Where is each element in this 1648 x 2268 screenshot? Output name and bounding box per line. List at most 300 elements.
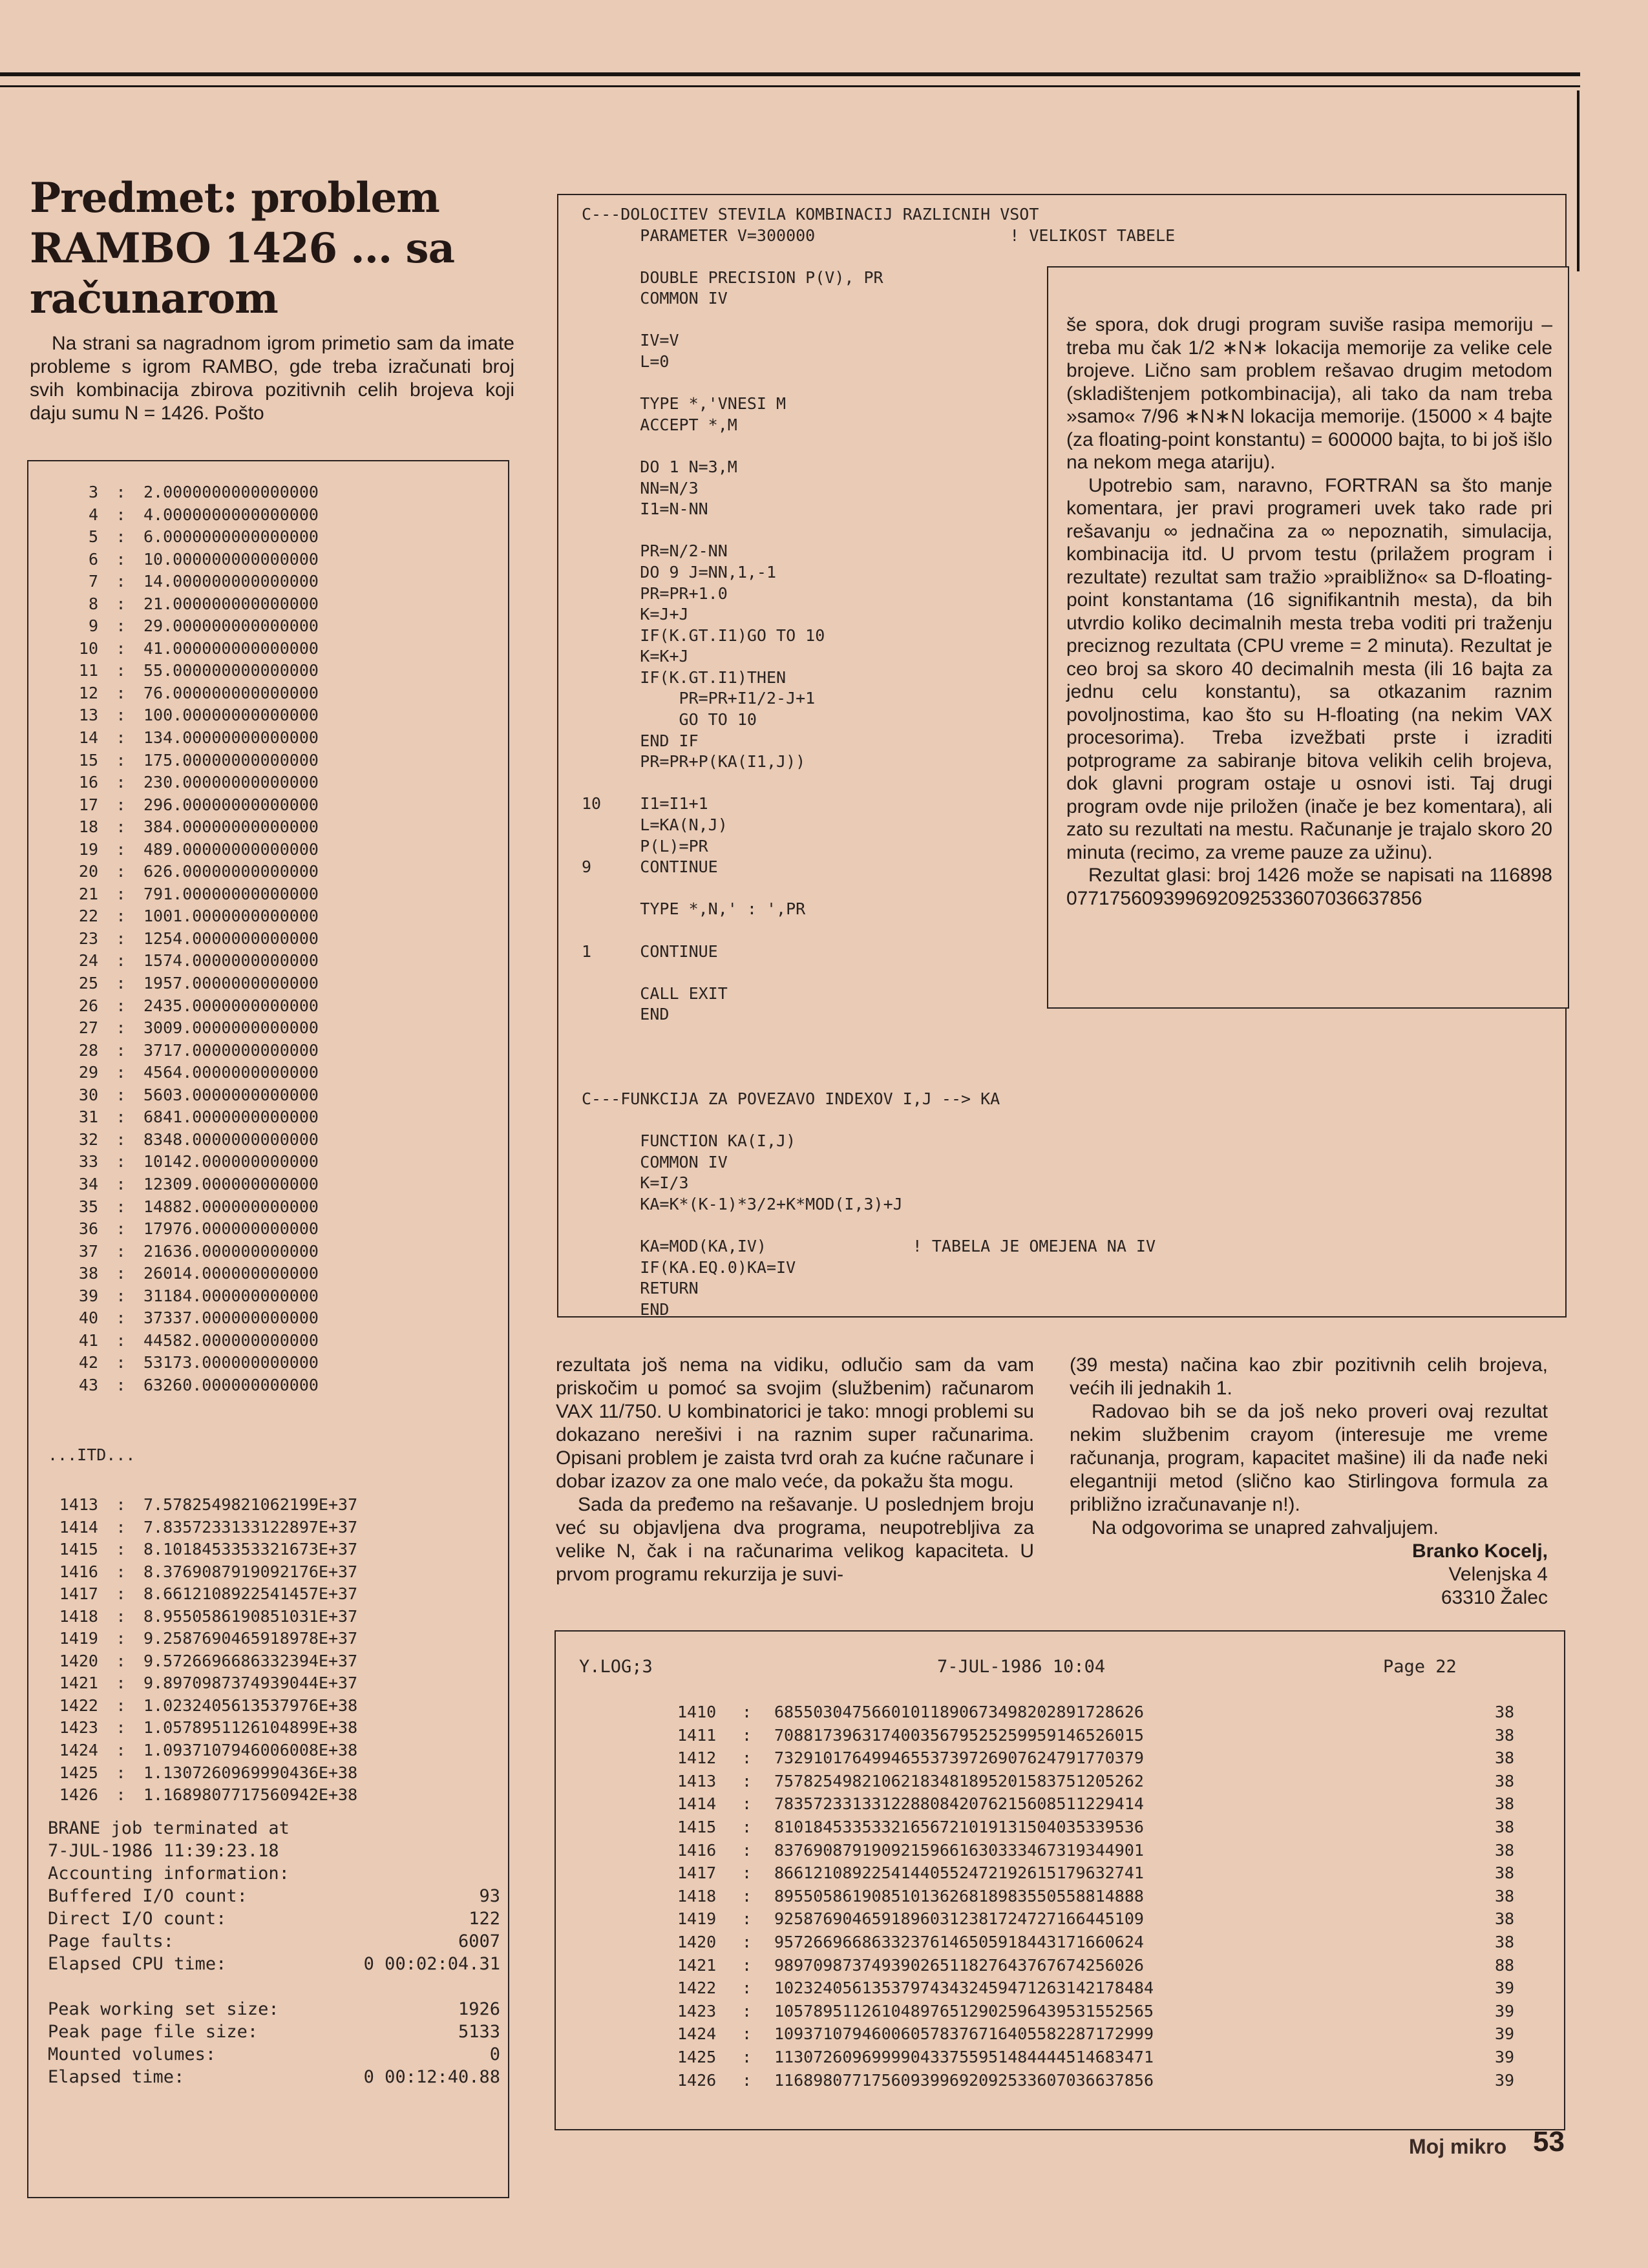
- listing-row: [39, 883, 504, 906]
- listing-colon: :: [116, 1696, 126, 1715]
- log-value: 81018453353321656721019131504035339536: [774, 1817, 1144, 1836]
- log-n: 1420: [677, 1932, 717, 1951]
- listing-value: 29.000000000000000: [143, 616, 319, 636]
- listing-row: [39, 1241, 504, 1263]
- accounting-label: Accounting information:: [48, 1864, 290, 1884]
- listing-value: 12309.000000000000: [143, 1174, 319, 1193]
- code-line: COMMON IV: [582, 1152, 728, 1171]
- final-paragraph-1: (39 mesta) načina kao zbir pozitivnih celih brojeva, većih ili jednakih 1.: [1070, 1354, 1548, 1399]
- log-digits: 38: [1495, 1748, 1515, 1768]
- listing-n: 15: [78, 750, 98, 770]
- code-line: KA=MOD(KA,IV) ! TABELA JE OMEJENA NA IV: [582, 1236, 1156, 1255]
- log-row: [677, 1770, 1543, 1793]
- log-colon: :: [742, 1932, 752, 1951]
- log-row: [677, 1977, 1543, 2000]
- listing-row: [39, 995, 504, 1018]
- listing-value: 230.00000000000000: [143, 773, 319, 792]
- code-line: PR=N/2-NN: [582, 541, 728, 561]
- accounting-value: 5133: [458, 2022, 500, 2042]
- log-colon: :: [742, 1979, 752, 1998]
- listing-n: 13: [78, 706, 98, 725]
- log-colon: :: [742, 1886, 752, 1906]
- log-n: 1423: [677, 2001, 717, 2021]
- listing-value: 175.00000000000000: [143, 750, 319, 770]
- listing-value: 63260.000000000000: [143, 1375, 319, 1394]
- listing-n: 40: [78, 1308, 98, 1328]
- log-colon: :: [742, 1725, 752, 1745]
- listing-value: 7.8357233133122897E+37: [143, 1517, 358, 1537]
- code-line: 10 I1=I1+1: [582, 794, 708, 814]
- listing-value: 8.3769087919092176E+37: [143, 1562, 358, 1581]
- log-row: [677, 2069, 1543, 2092]
- listing-colon: :: [116, 884, 126, 903]
- listing-value: 21636.000000000000: [143, 1241, 319, 1261]
- listing-row: [39, 1784, 504, 1807]
- listing-row: [39, 615, 504, 638]
- log-value: 98970987374939026511827643767674256026: [774, 1955, 1144, 1975]
- listing-n: 26: [78, 996, 98, 1015]
- listing-colon: :: [116, 951, 126, 971]
- listing-n: 1425: [59, 1763, 98, 1782]
- listing-colon: :: [116, 638, 126, 658]
- fortran-header: [582, 204, 1175, 246]
- listing-row: [39, 1517, 504, 1539]
- listing-value: 8.9550586190851031E+37: [143, 1606, 358, 1626]
- log-value: 92587690465918960312381724727166445109: [774, 1909, 1144, 1929]
- code-line: I1=N-NN: [582, 499, 708, 519]
- listing-colon: :: [116, 996, 126, 1015]
- code-line: L=0: [582, 352, 670, 371]
- log-row: [677, 1792, 1543, 1816]
- accounting-row: [48, 1998, 500, 2021]
- listing-value: 1574.0000000000000: [143, 951, 319, 971]
- listing-colon: :: [116, 1152, 126, 1171]
- log-n: 1415: [677, 1817, 717, 1836]
- listing-n: 35: [78, 1197, 98, 1216]
- log-row: [677, 2046, 1543, 2069]
- log-n: 1421: [677, 1955, 717, 1975]
- code-line: PARAMETER V=300000 ! VELIKOST TABELE: [582, 226, 1176, 245]
- results-listing-large-n: [39, 1494, 504, 1807]
- listing-value: 4.0000000000000000: [143, 505, 319, 524]
- listing-n: 24: [78, 951, 98, 971]
- listing-value: 4564.0000000000000: [143, 1063, 319, 1082]
- accounting-value: 0: [489, 2044, 500, 2064]
- listing-n: 8: [88, 594, 98, 613]
- listing-value: 1.0578951126104899E+38: [143, 1718, 358, 1738]
- accounting-row: [48, 2066, 500, 2088]
- listing-colon: :: [116, 616, 126, 636]
- listing-row: [39, 660, 504, 682]
- listing-colon: :: [116, 1540, 126, 1559]
- log-row: [677, 1954, 1543, 1977]
- listing-n: 1415: [59, 1540, 98, 1559]
- listing-n: 23: [78, 929, 98, 948]
- listing-value: 9.8970987374939044E+37: [143, 1674, 358, 1693]
- final-paragraph-3: Na odgovorima se unapred zahvaljujem.: [1092, 1517, 1439, 1538]
- log-n: 1414: [677, 1794, 717, 1814]
- listing-colon: :: [116, 839, 126, 859]
- listing-colon: :: [116, 1763, 126, 1782]
- listing-value: 2435.0000000000000: [143, 996, 319, 1015]
- listing-value: 1.1307260969990436E+38: [143, 1763, 358, 1782]
- code-line: PR=PR+1.0: [582, 583, 728, 603]
- log-value: 78357233133122880842076215608511229414: [774, 1794, 1144, 1814]
- listing-n: 21: [78, 884, 98, 903]
- listing-value: 41.000000000000000: [143, 638, 319, 658]
- listing-value: 9.5726696686332394E+37: [143, 1651, 358, 1670]
- log-colon: :: [742, 2047, 752, 2066]
- listing-n: 33: [78, 1152, 98, 1171]
- listing-row: [39, 1263, 504, 1285]
- results-listing: [39, 481, 504, 1396]
- listing-row: [39, 1650, 504, 1673]
- accounting-value: 6007: [458, 1931, 500, 1951]
- log-colon: :: [742, 1771, 752, 1790]
- listing-value: 14.000000000000000: [143, 572, 319, 591]
- log-value: 102324056135379743432459471263142178484: [774, 1979, 1154, 1998]
- listing-colon: :: [116, 1353, 126, 1372]
- listing-value: 5603.0000000000000: [143, 1085, 319, 1104]
- listing-colon: :: [116, 1606, 126, 1626]
- listing-n: 1417: [59, 1584, 98, 1604]
- listing-colon: :: [116, 773, 126, 792]
- log-colon: :: [742, 1864, 752, 1883]
- listing-colon: :: [116, 1174, 126, 1193]
- code-line: TYPE *,N,' : ',PR: [582, 899, 806, 919]
- listing-row: [39, 1040, 504, 1062]
- code-line: P(L)=PR: [582, 836, 708, 856]
- listing-value: 626.00000000000000: [143, 862, 319, 881]
- right-paragraph-1: še spora, dok drugi program suviše rasipa memoriju – treba mu čak 1/2 ∗N∗ lokacija memorije za velike cele brojeve. Lično sam problem rešavao drugim metodom (skladištenjem potkombinacija), ali tako da nam treba »samo« 7/96 ∗N∗N lokacija memorije. (15000 × 4 bajte (za floating-point konstantu) = 600000 bajta, to bi još išlo na nekom mega atariju).: [1066, 314, 1552, 473]
- log-date: 7-JUL-1986 10:04: [937, 1657, 1106, 1677]
- listing-n: 37: [78, 1241, 98, 1261]
- log-digits: 38: [1495, 1725, 1515, 1745]
- listing-n: 41: [78, 1330, 98, 1350]
- listing-colon: :: [116, 1674, 126, 1693]
- listing-colon: :: [116, 1197, 126, 1216]
- title-line-1: Predmet: problem: [30, 174, 439, 222]
- listing-n: 14: [78, 728, 98, 748]
- right-text: [1066, 313, 1552, 910]
- accounting-row: [48, 1930, 500, 1953]
- code-line: C---DOLOCITEV STEVILA KOMBINACIJ RAZLICNIH VSOT: [582, 205, 1039, 224]
- listing-n: 5: [88, 527, 98, 547]
- listing-n: 6: [88, 549, 98, 569]
- listing-row: [39, 1285, 504, 1308]
- log-digits: 38: [1495, 1794, 1515, 1814]
- code-line: L=KA(N,J): [582, 815, 728, 835]
- log-value: 116898077175609399692092533607036637856: [774, 2070, 1154, 2090]
- accounting-value: 122: [469, 1909, 500, 1929]
- listing-n: 11: [78, 661, 98, 680]
- accounting-value: 0 00:12:40.88: [363, 2067, 500, 2087]
- log-value: 73291017649946553739726907624791770379: [774, 1748, 1144, 1768]
- listing-colon: :: [116, 862, 126, 881]
- listing-colon: :: [116, 1085, 126, 1104]
- listing-n: 22: [78, 907, 98, 926]
- listing-value: 53173.000000000000: [143, 1353, 319, 1372]
- listing-colon: :: [116, 1517, 126, 1537]
- listing-colon: :: [116, 1108, 126, 1127]
- listing-value: 100.00000000000000: [143, 706, 319, 725]
- listing-value: 1001.0000000000000: [143, 907, 319, 926]
- log-colon: :: [742, 1703, 752, 1721]
- log-rows: [677, 1701, 1543, 2092]
- log-digits: 39: [1495, 1979, 1515, 1998]
- listing-colon: :: [116, 1308, 126, 1328]
- log-value: 95726696686332376146505918443171660624: [774, 1932, 1144, 1951]
- listing-colon: :: [116, 795, 126, 814]
- listing-value: 1.0937107946006008E+38: [143, 1741, 358, 1760]
- listing-colon: :: [116, 1651, 126, 1670]
- listing-colon: :: [116, 1241, 126, 1261]
- log-digits: 38: [1495, 1864, 1515, 1883]
- listing-row: [39, 816, 504, 839]
- listing-n: 1416: [59, 1562, 98, 1581]
- listing-n: 16: [78, 773, 98, 792]
- code-line: 9 CONTINUE: [582, 857, 718, 877]
- log-colon: :: [742, 1955, 752, 1975]
- log-row: [677, 1724, 1543, 1747]
- listing-row: [39, 593, 504, 616]
- code-line: [582, 1025, 1156, 1047]
- listing-value: 3009.0000000000000: [143, 1018, 319, 1038]
- listing-colon: :: [116, 483, 126, 501]
- log-n: 1418: [677, 1886, 717, 1906]
- listing-colon: :: [116, 1718, 126, 1738]
- listing-row: [39, 1062, 504, 1084]
- log-value: 113072609699990433755951484444514683471: [774, 2047, 1154, 2066]
- listing-row: [39, 526, 504, 549]
- listing-n: 1423: [59, 1718, 98, 1738]
- code-line: CALL EXIT: [582, 983, 728, 1003]
- code-line: ACCEPT *,M: [582, 415, 737, 434]
- listing-colon: :: [116, 661, 126, 680]
- intro-paragraph: Na strani sa nagradnom igrom primetio sam da imate probleme s igrom RAMBO, gde treba izračunati broj svih kombinacija zbirova pozitivnih celih brojeva koji daju sumu N = 1426. Pošto: [30, 333, 514, 424]
- log-colon: :: [742, 1817, 752, 1836]
- listing-colon: :: [116, 817, 126, 837]
- accounting-row: [48, 1885, 500, 1907]
- listing-value: 296.00000000000000: [143, 795, 319, 814]
- log-row: [677, 1816, 1543, 1839]
- listing-n: 1421: [59, 1674, 98, 1693]
- listing-colon: :: [116, 974, 126, 993]
- code-line: K=J+J: [582, 605, 689, 624]
- log-n: 1416: [677, 1840, 717, 1860]
- listing-row: [39, 772, 504, 794]
- listing-n: 1413: [59, 1495, 98, 1514]
- listing-value: 9.2587690465918978E+37: [143, 1629, 358, 1648]
- listing-n: 9: [88, 616, 98, 636]
- title-line-2: RAMBO 1426 ... sa: [30, 224, 455, 273]
- log-row: [677, 1701, 1543, 1724]
- top-rule-thin: [0, 85, 1580, 87]
- listing-n: 1419: [59, 1629, 98, 1648]
- listing-row: [39, 504, 504, 527]
- log-n: 1422: [677, 1979, 717, 1998]
- listing-row: [39, 928, 504, 950]
- listing-row: [39, 1606, 504, 1628]
- code-line: IF(K.GT.I1)GO TO 10: [582, 625, 825, 645]
- accounting-label: Elapsed CPU time:: [48, 1954, 227, 1974]
- log-row: [677, 2022, 1543, 2046]
- listing-n: 25: [78, 974, 98, 993]
- listing-row: [39, 571, 504, 593]
- log-value: 89550586190851013626818983550558814888: [774, 1886, 1144, 1906]
- log-n: 1412: [677, 1748, 717, 1768]
- code-line: END: [582, 1299, 670, 1319]
- listing-row: [39, 1762, 504, 1785]
- listing-colon: :: [116, 1129, 126, 1149]
- listing-colon: :: [116, 1495, 126, 1514]
- log-digits: 38: [1495, 1932, 1515, 1951]
- code-line: PR=PR+P(KA(I1,J)): [582, 752, 806, 772]
- listing-n: 28: [78, 1040, 98, 1060]
- listing-row: [39, 481, 504, 504]
- listing-colon: :: [116, 1219, 126, 1239]
- log-digits: 39: [1495, 2024, 1515, 2044]
- log-row: [677, 2000, 1543, 2023]
- listing-colon: :: [116, 1785, 126, 1805]
- log-value: 86612108922541440552472192615179632741: [774, 1864, 1144, 1883]
- listing-value: 55.000000000000000: [143, 661, 319, 680]
- log-page: Page 22: [1383, 1657, 1457, 1677]
- code-line: RETURN: [582, 1279, 699, 1298]
- listing-colon: :: [116, 1018, 126, 1038]
- listing-row: [39, 638, 504, 660]
- log-digits: 38: [1495, 1886, 1515, 1906]
- listing-value: 6841.0000000000000: [143, 1108, 319, 1127]
- code-line: C---FUNKCIJA ZA POVEZAVO INDEXOV I,J --> KA: [582, 1089, 1000, 1108]
- middle-paragraph-1: rezultata još nema na vidiku, odlučio sam da vam priskočim u pomoć sa svojim (službenim) računarom VAX 11/750. U kombinatorici je tako: mnogi problemi su dokazano nerešivi i na raznim super računarima. Opisani problem je zaista tvrd orah za kućne računare i dobar izazov za one malo veće, da pokažu šta mogu.: [556, 1354, 1034, 1492]
- author-name: Branko Kocelj,: [1411, 1540, 1548, 1562]
- log-digits: 39: [1495, 2001, 1515, 2021]
- code-line: NN=N/3: [582, 478, 699, 498]
- code-line: END IF: [582, 731, 699, 750]
- right-paragraph-3: Rezultat glasi: broj 1426 može se napisati na 116898077175609399692092533607036637856: [1066, 865, 1552, 909]
- accounting-label: Buffered I/O count:: [48, 1886, 248, 1906]
- listing-value: 14882.000000000000: [143, 1197, 319, 1216]
- listing-row: [39, 1628, 504, 1650]
- log-n: 1417: [677, 1864, 717, 1883]
- middle-paragraph-2: Sada da pređemo na rešavanje. U poslednjem broju već su objavljena dva programa, neupotrebljiva za velike N, čak i na računarima velikog kapaciteta. U prvom programu rekurzija je suvi-: [556, 1494, 1034, 1585]
- listing-n: 20: [78, 862, 98, 881]
- listing-value: 1.1689807717560942E+38: [143, 1785, 358, 1805]
- listing-n: 43: [78, 1375, 98, 1394]
- code-line: GO TO 10: [582, 710, 757, 730]
- code-line: END: [582, 1005, 670, 1024]
- listing-row: [39, 1106, 504, 1129]
- log-digits: 39: [1495, 2070, 1515, 2090]
- listing-row: [39, 1196, 504, 1219]
- listing-value: 7.5782549821062199E+37: [143, 1495, 358, 1514]
- signature: [1070, 1540, 1548, 1610]
- listing-n: 32: [78, 1129, 98, 1149]
- accounting-row: [48, 1817, 500, 1840]
- log-value: 75782549821062183481895201583751205262: [774, 1771, 1144, 1790]
- listing-row: [39, 727, 504, 750]
- listing-n: 27: [78, 1018, 98, 1038]
- listing-row: [39, 1561, 504, 1584]
- listing-n: 19: [78, 839, 98, 859]
- log-row: [677, 1862, 1543, 1885]
- log-n: 1411: [677, 1725, 717, 1745]
- listing-row: [39, 704, 504, 727]
- listing-row: [39, 1307, 504, 1330]
- accounting-label: Page faults:: [48, 1931, 174, 1951]
- listing-n: 1418: [59, 1606, 98, 1626]
- code-line: KA=K*(K-1)*3/2+K*MOD(I,3)+J: [582, 1194, 903, 1213]
- accounting-label: BRANE job terminated at: [48, 1818, 290, 1838]
- log-row: [677, 1907, 1543, 1931]
- listing-colon: :: [116, 1741, 126, 1760]
- listing-value: 21.000000000000000: [143, 594, 319, 613]
- listing-n: 30: [78, 1085, 98, 1104]
- listing-colon: :: [116, 1375, 126, 1394]
- log-digits: 88: [1495, 1955, 1515, 1975]
- author-street: Velenjska 4: [1448, 1564, 1548, 1585]
- listing-row: [39, 1538, 504, 1561]
- right-edge-rule: [1577, 90, 1579, 271]
- listing-row: [39, 1583, 504, 1606]
- accounting-value: 93: [479, 1886, 500, 1906]
- listing-row: [39, 861, 504, 883]
- intro-text: [30, 332, 514, 425]
- log-n: 1410: [677, 1703, 717, 1721]
- listing-colon: :: [116, 549, 126, 569]
- listing-colon: :: [116, 1562, 126, 1581]
- listing-colon: :: [116, 1040, 126, 1060]
- code-line: K=K+J: [582, 647, 689, 666]
- listing-colon: :: [116, 1330, 126, 1350]
- accounting-value: 0 00:02:04.31: [363, 1954, 500, 1974]
- code-line: PR=PR+I1/2-J+1: [582, 689, 816, 708]
- listing-n: 17: [78, 795, 98, 814]
- code-line: COMMON IV: [582, 289, 728, 308]
- listing-row: [39, 839, 504, 861]
- listing-n: 38: [78, 1264, 98, 1283]
- listing-value: 384.00000000000000: [143, 817, 319, 837]
- code-line: DO 1 N=3,M: [582, 457, 737, 476]
- listing-value: 489.00000000000000: [143, 839, 319, 859]
- final-text: [1070, 1354, 1548, 1610]
- listing-colon: :: [116, 572, 126, 591]
- log-n: 1424: [677, 2024, 717, 2044]
- listing-row: [39, 1352, 504, 1374]
- listing-n: 1420: [59, 1651, 98, 1670]
- accounting-row: [48, 1953, 500, 1975]
- listing-value: 2.0000000000000000: [143, 483, 319, 501]
- log-row: [677, 1839, 1543, 1862]
- accounting-row: [48, 1862, 500, 1885]
- accounting-label: Elapsed time:: [48, 2067, 185, 2087]
- log-digits: 38: [1495, 1703, 1515, 1721]
- article-title: [30, 173, 454, 324]
- listing-row: [39, 1374, 504, 1397]
- listing-value: 10142.000000000000: [143, 1152, 319, 1171]
- listing-colon: :: [116, 750, 126, 770]
- log-digits: 39: [1495, 2047, 1515, 2066]
- listing-colon: :: [116, 594, 126, 613]
- code-line: [582, 1047, 1156, 1068]
- accounting-value: 1926: [458, 1999, 500, 2019]
- listing-colon: :: [116, 527, 126, 547]
- title-line-3: računarom: [30, 275, 278, 323]
- log-row: [677, 1931, 1543, 1954]
- listing-row: [39, 1129, 504, 1151]
- listing-n: 1426: [59, 1785, 98, 1805]
